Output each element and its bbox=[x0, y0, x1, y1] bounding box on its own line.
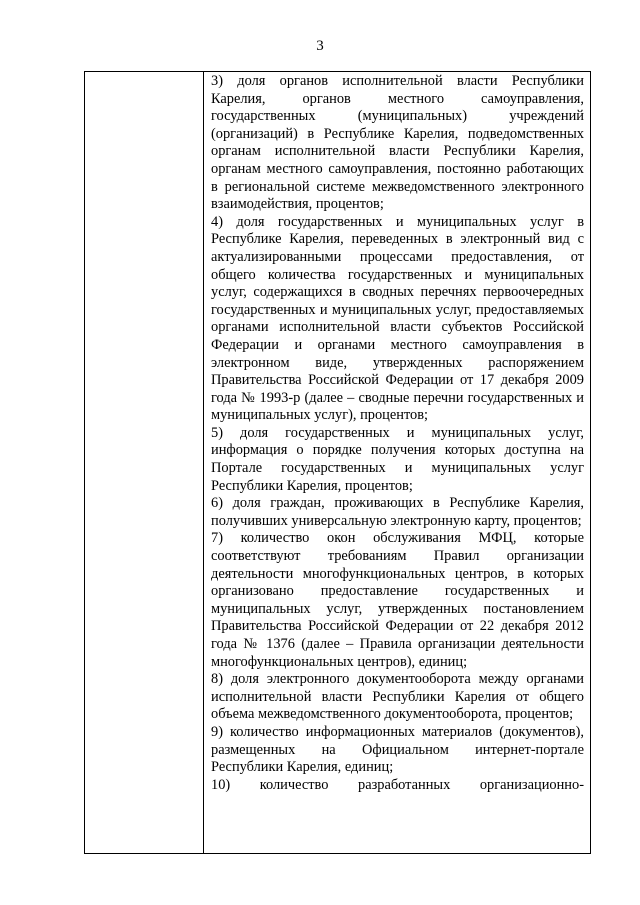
indicator-item: 10) количество разработанных организационно- bbox=[211, 776, 584, 793]
table-left-cell bbox=[85, 72, 204, 853]
indicator-item: 5) доля государственных и муниципальных услуг, информация о порядке получения которых доступна на Портале государственных и муниципальных услуг Республики Карелия, процентов; bbox=[211, 424, 584, 494]
page-number: 3 bbox=[316, 38, 324, 54]
indicator-item: 4) доля государственных и муниципальных услуг в Республике Карелия, переведенных в электронный вид с актуализированными процессами предоставления, от общего количества государственных и муниципальных услуг, содержащихся в сводных перечнях первоочередных государственных и муниципальных услуг, предоставляемых органами исполнительной власти субъектов Российской Федерации и органами местного самоуправления в электронном виде, утвержденных распоряжением Правительства Российской Федерации от 17 декабря 2009 года № 1993-р (далее – сводные перечни государственных и муниципальных услуг), процентов; bbox=[211, 213, 584, 424]
indicator-item: 9) количество информационных материалов (документов), размещенных на Официальном интернет-портале Республики Карелия, единиц; bbox=[211, 723, 584, 776]
indicator-item: 3) доля органов исполнительной власти Республики Карелия, органов местного самоуправления, государственных (муниципальных) учреждений (организаций) в Республике Карелия, подведомственных органам исполнительной власти Республики Карелия, органам местного самоуправления, постоянно работающих в региональной системе межведомственного электронного взаимодействия, процентов; bbox=[211, 73, 584, 213]
indicator-item: 8) доля электронного документооборота между органами исполнительной власти Республики Карелия от общего объема межведомственного документооборота, процентов; bbox=[211, 671, 584, 723]
indicator-item: 6) доля граждан, проживающих в Республике Карелия, получивших универсальную электронную карту, процентов; bbox=[211, 495, 584, 529]
indicator-table bbox=[84, 71, 591, 854]
indicator-item: 7) количество окон обслуживания МФЦ, которые соответствуют требованиям Правил организации деятельности многофункциональных центров, в которых организовано предоставление государственных и муниципальных услуг, утвержденных постановлением Правительства Российской Федерации от 22 декабря 2012 года № 1376 (далее – Правила организации деятельности многофункциональных центров), единиц; bbox=[211, 530, 584, 670]
table-right-cell bbox=[204, 72, 590, 853]
